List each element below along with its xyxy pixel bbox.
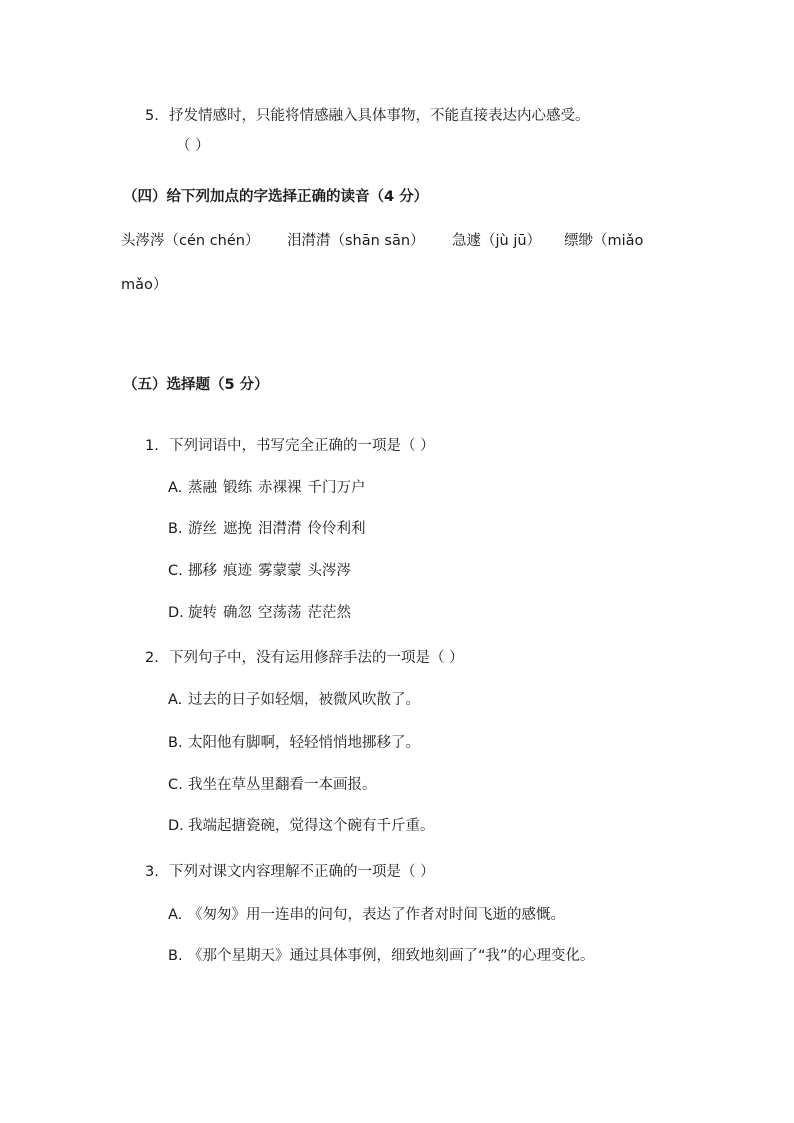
question-number: 5. [145, 108, 159, 124]
question-number: 2. [145, 650, 159, 666]
option-a: A. 《匆匆》用一连串的问句，表达了作者对时间飞逝的感慨。 [168, 907, 565, 923]
option-d: D. 我端起搪瓷碗，觉得这个碗有千斤重。 [168, 818, 435, 834]
question-stem: 下列句子中，没有运用修辞手法的一项是（ ） [169, 650, 464, 666]
option-b: B. 太阳他有脚啊，轻轻悄悄地挪移了。 [168, 735, 420, 751]
question-number: 3. [145, 864, 159, 880]
option-a: A. 蒸融 锻练 赤裸裸 千门万户 [168, 480, 366, 496]
option-b: B. 《那个星期天》通过具体事例，细致地刻画了“我”的心理变化。 [168, 948, 595, 964]
pinyin-item: 急遽（jù jū） [452, 233, 542, 249]
option-c: C. 我坐在草丛里翻看一本画报。 [168, 777, 377, 793]
mc-question-1 [145, 436, 435, 456]
option-c: C. 挪移 痕迹 雾蒙蒙 头涔涔 [168, 563, 351, 579]
pinyin-item: 缥缈（miǎo [564, 233, 644, 249]
question-stem: 下列对课文内容理解不正确的一项是（ ） [169, 864, 435, 880]
mc-question-3 [145, 862, 435, 882]
pinyin-item: 头涔涔（cén chén） [121, 233, 260, 249]
option-a: A. 过去的日子如轻烟，被微风吹散了。 [168, 692, 420, 708]
question-stem: 下列词语中，书写完全正确的一项是（ ） [169, 438, 435, 454]
section-heading-4: （四）给下列加点的字选择正确的读音（4 分） [123, 189, 429, 205]
pinyin-item: 泪潸潸（shān sān） [287, 233, 425, 249]
option-b: B. 游丝 遮挽 泪潸潸 伶伶利利 [168, 521, 366, 537]
tf-question-5 [145, 106, 590, 126]
answer-parentheses: （ ） [176, 138, 210, 154]
question-number: 1. [145, 438, 159, 454]
pinyin-item-wrap: mǎo） [121, 277, 168, 293]
section-heading-5: （五）选择题（5 分） [123, 377, 269, 393]
option-d: D. 旋转 确忽 空荡荡 茫茫然 [168, 605, 351, 621]
pinyin-items-row [121, 231, 643, 251]
answer-blank [176, 136, 210, 156]
mc-question-2 [145, 648, 464, 668]
question-text: 抒发情感时，只能将情感融入具体事物，不能直接表达内心感受。 [169, 108, 590, 124]
